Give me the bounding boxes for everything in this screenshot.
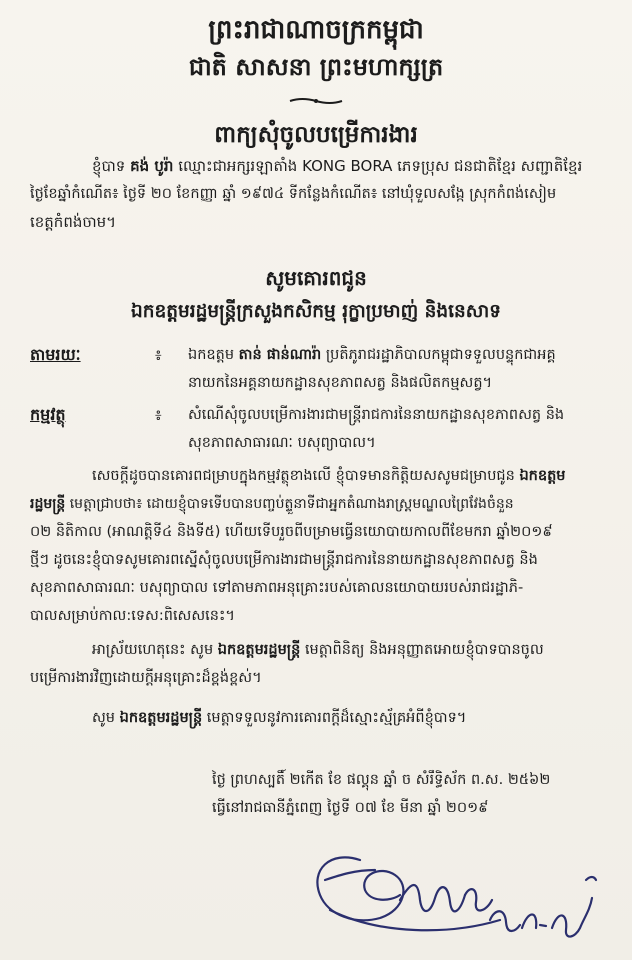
via-label: តាមរយៈ	[30, 345, 81, 364]
body1-line-1-text: សេចក្តីដូចបានគោរពជម្រាបក្នុងកម្មវត្ថុខាងលើ ខ្ញុំបាទមានកិត្តិយសសូមជម្រាបជូន	[92, 468, 515, 484]
body2-line-1-rest: មេត្តាពិនិត្យ និងអនុញ្ញាតអោយខ្ញុំបាទបានចូល	[304, 642, 544, 658]
kingdom-heading: ព្រះរាជាណាចក្រកម្ពុជា	[208, 15, 424, 45]
subject-label: កម្មវត្ថុ	[30, 405, 66, 424]
body1-line-4: ថ្មីៗ ដូចនេះខ្ញុំបាទសូមគោរពស្នើសុំចូលបម្រើការងារជាមន្ត្រីរាជការនៃនាយកដ្ឋានសុខភាពសត្វ និង	[30, 552, 538, 568]
subject-line-2: សុខភាពសាធារណៈ បសុព្យាបាល។	[188, 435, 376, 451]
date-solar: ធ្វើនៅរាជធានីភ្នំពេញ ថ្ងៃទី ០៧ ខែ មីនា ឆ្នាំ ២០១៩	[212, 800, 489, 816]
body1-line-2-bold: រដ្ឋមន្ត្រី	[30, 496, 66, 512]
body2-line-1-text: អាស្រ័យហេតុនេះ សូម	[92, 642, 214, 658]
body3-rest: មេត្តាទទួលនូវការគោរពក្តីដ៏ស្មោះស្ម័គ្រអំពីខ្ញុំបាទ។	[206, 710, 467, 726]
body3-prefix: សូម	[92, 710, 116, 726]
intro-line-3: ខេត្តកំពង់ចាម។	[30, 213, 117, 231]
subject-line-1: សំណើសុំចូលបម្រើការងារជាមន្ត្រីរាជការនៃនាយកដ្ឋានសុខភាពសត្វ និង	[188, 407, 565, 423]
via-line-1-rest: ប្រតិភូរាជរដ្ឋាភិបាលកម្ពុជាទទួលបន្ទុកជាអគ្គ	[325, 347, 556, 363]
applicant-name: គង់ បូរ៉ា	[130, 157, 174, 175]
body1-line-5: សុខភាពសាធារណៈ បសុព្យាបាល ទៅតាមភាពអនុគ្រោះរបស់គោលនយោបាយរបស់រាជរដ្ឋាភិ-	[30, 580, 524, 596]
body2-line-2: បម្រើការងារវិញដោយក្តីអនុគ្រោះដ៏ខ្ពង់ខ្ពស់។	[30, 670, 262, 686]
body1-line-1-bold: ឯកឧត្តម	[519, 468, 566, 484]
via-name-prefix: ឯកឧត្តម	[188, 347, 235, 363]
body1-line-6: បាលសម្រាប់កាល:ទេស:ពិសេសនេះ។	[30, 608, 235, 624]
handwritten-signature	[300, 840, 610, 950]
via-name: តាន់ ផាន់ណារ៉ា	[238, 347, 322, 363]
addressee-minister: ឯកឧត្តមរដ្ឋមន្ត្រីក្រសួងកសិកម្ម រុក្ខាប្រមាញ់ និងនេសាទ	[131, 301, 501, 322]
intro-line-1-rest: ឈ្មោះជាអក្សរឡាតាំង KONG BORA ភេទប្រុស ជនជាតិខ្មែរ សញ្ជាតិខ្មែរ	[178, 157, 583, 175]
intro-line-1	[92, 152, 582, 180]
body3-bold: ឯកឧត្តមរដ្ឋមន្ត្រី	[119, 710, 203, 726]
body2-line-1-bold: ឯកឧត្តមរដ្ឋមន្ត្រី	[217, 642, 301, 658]
via-colon: ៖	[155, 346, 162, 364]
ornament-divider	[288, 97, 344, 105]
document-title: ពាក្យសុំចូលបម្រើការងារ	[214, 122, 418, 148]
addressee-salutation: សូមគោរពជូន	[265, 266, 367, 290]
body2-line-1	[92, 636, 544, 664]
via-line-2: នាយកនៃអគ្គនាយកដ្ឋានសុខភាពសត្វ និងផលិតកម្មសត្វ។	[188, 375, 493, 391]
body1-line-2-text: មេត្តាជ្រាបថា៖ ដោយខ្ញុំបាទទើបបានបញ្ចប់ត្ទួនាទីជាអ្នកតំណាងរាស្ត្រមណ្ឌលព្រៃវែងចំនួន	[69, 496, 514, 512]
body1-line-1	[92, 462, 565, 490]
intro-line-2: ថ្ងៃខែឆ្នាំកំណើត៖ ថ្ងៃទី ២០ ខែកញ្ញា ឆ្នាំ ១៩៧៤ ទីកន្លែងកំណើត៖ នៅឃុំទួលសង្កែ ស្រុកកំពង់សៀម	[30, 186, 557, 202]
motto-heading: ជាតិ សាសនា ព្រះមហាក្សត្រ	[188, 53, 444, 81]
body3-line	[92, 704, 466, 732]
via-line-1	[188, 341, 556, 369]
body1-line-2	[30, 490, 514, 518]
intro-prefix: ខ្ញុំបាទ	[92, 157, 126, 175]
date-lunar: ថ្ងៃ ព្រហស្បតិ៍ ២កើត ខែ ផល្គុន ឆ្នាំ ច សំរឹទ្ធិស័ក ព.ស. ២៥៦២	[212, 772, 551, 788]
body1-line-3: ០២ និតិកាល (អាណត្តិទី៤ និងទី៥) ហើយទើបរួចពីបម្រាមធ្វើនយោបាយកាលពីខែមករា ឆ្នាំ២០១៩	[30, 524, 553, 540]
subject-colon: ៖	[155, 406, 162, 424]
